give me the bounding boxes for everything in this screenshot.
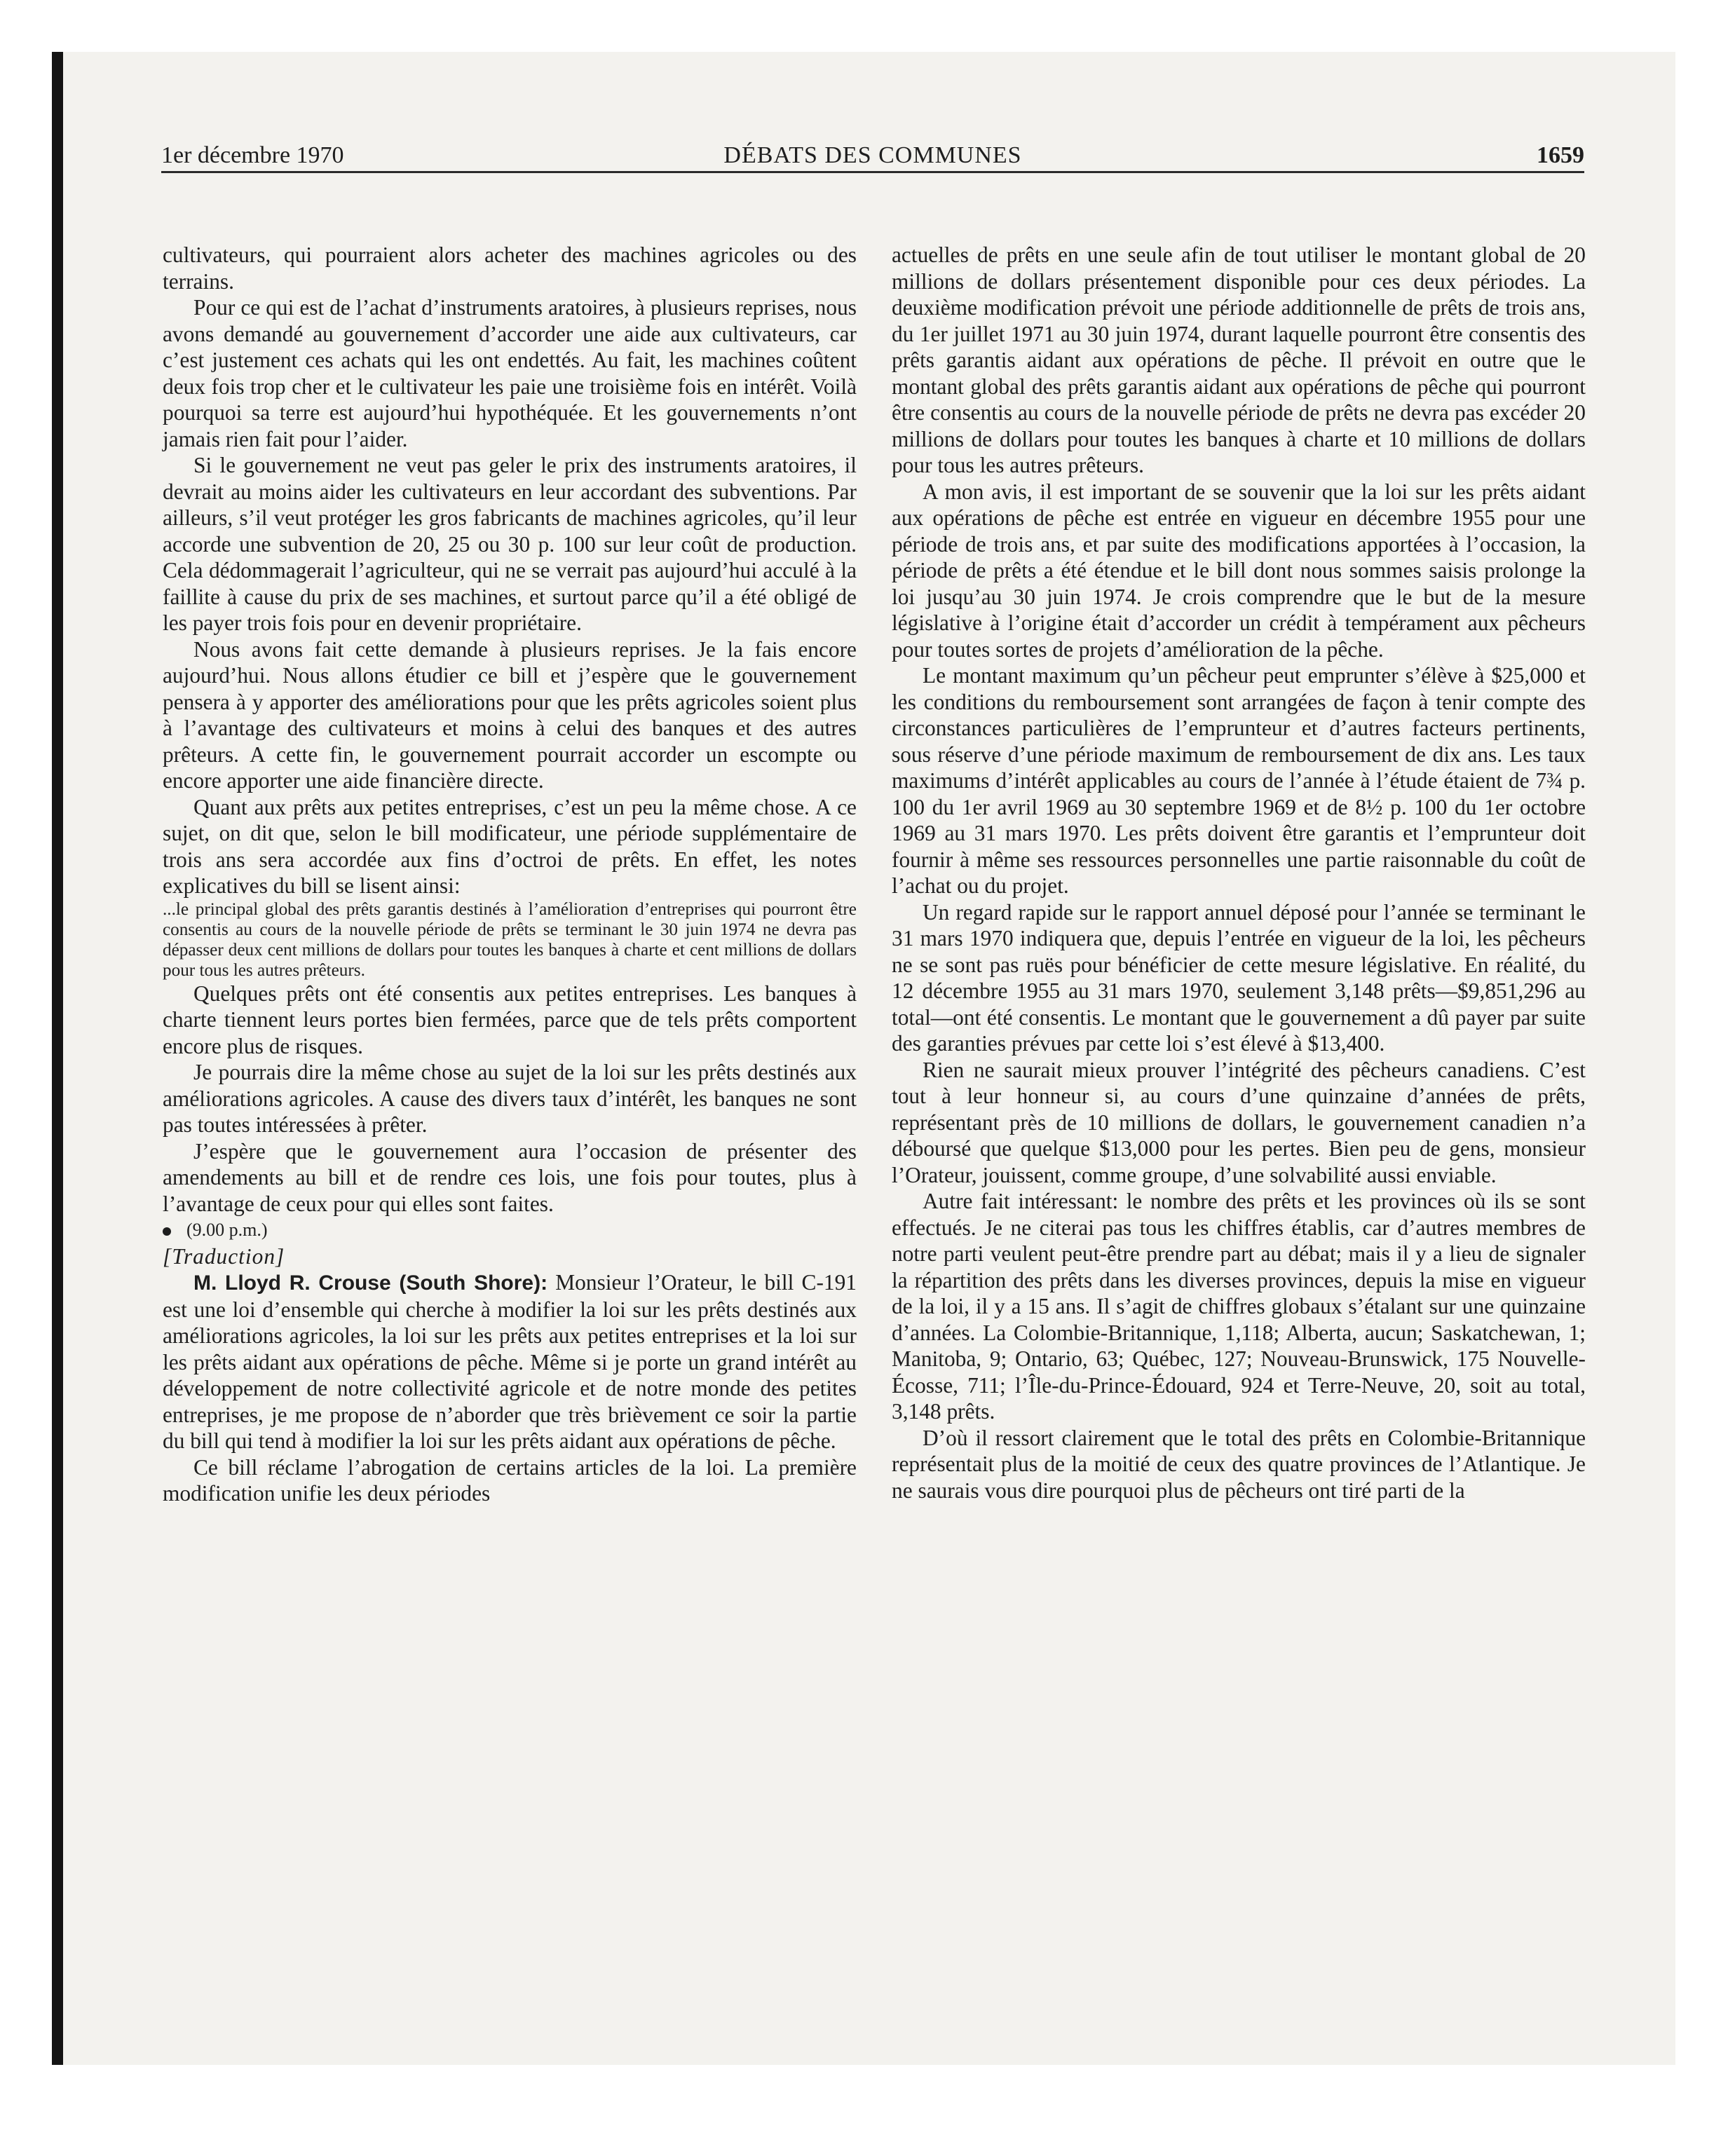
paragraph: actuelles de prêts en une seule afin de tout utiliser le montant global de 20 millions de dollars présentement disponible pour ces deux périodes. La deuxième modification prévoit une période additionnelle de prêts de trois ans, du 1er juillet 1971 au 30 juin 1974, durant laquelle pourront être consentis des prêts garantis aidant aux opérations de pêche. Il prévoit en outre que le montant global des prêts garantis aidant aux opérations de pêche qui pourront être consentis au cours de la nouvelle période de prêts ne devra pas excéder 20 millions de dollars pour toutes les banques à charte et 10 millions de dollars pour tous les autres prêteurs.: [892, 243, 1586, 477]
speech-text: Monsieur l’Orateur, le bill C-191 est une loi d’ensemble qui cherche à modifier la loi sur les prêts destinés aux améliorations agricoles, la loi sur les prêts aux petites entreprises et la loi sur les prêts aidant aux opérations de pêche. Même si je porte un grand intérêt au développement de notre collectivité agricole et de notre monde des petites entreprises, je me propose de n’aborder que très brièvement ce soir la partie du bill qui tend à modifier la loi sur les prêts aidant aux opérations de pêche.: [163, 1270, 857, 1453]
paragraph: Pour ce qui est de l’achat d’instruments aratoires, à plusieurs reprises, nous avons demandé au gouvernement d’accorder une aide aux cultivateurs, car c’est justement ces achats qui les ont endettés. Au fait, les machines coûtent deux fois trop cher et le cultivateur les paie une troisième fois en intérêt. Voilà pourquoi sa terre est aujourd’hui hypothéquée. Et les gouvernements n’ont jamais rien fait pour l’aider.: [163, 295, 857, 451]
paragraph: Rien ne saurait mieux prouver l’intégrité des pêcheurs canadiens. C’est tout à leur honneur si, au cours d’une quinzaine d’années de prêts, représentant près de 10 millions de dollars, le gouvernement canadien n’a déboursé que quelque $13,000 pour les pertes. Bien peu de gens, monsieur l’Orateur, jouissent, comme groupe, d’une solvabilité aussi enviable.: [892, 1057, 1586, 1187]
right-column: [892, 242, 1586, 1503]
paragraph: Un regard rapide sur le rapport annuel déposé pour l’année se terminant le 31 mars 1970 indiquera que, depuis l’entrée en vigueur de la loi, les pêcheurs ne se sont pas ruës pour bénéficier de cette mesure législative. En réalité, du 12 décembre 1955 au 31 mars 1970, seulement 3,148 prêts—$9,851,296 au total—ont été consentis. Le montant que le gouvernement a dû payer par suite des garanties prévues par cette loi s’est élevé à $13,400.: [892, 899, 1586, 1056]
scan-edge: [52, 52, 63, 2065]
header-title: DÉBATS DES COMMUNES: [723, 142, 1022, 168]
paragraph: Si le gouvernement ne veut pas geler le prix des instruments aratoires, il devrait au moins aider les cultivateurs en leur accordant des subventions. Par ailleurs, s’il veut protéger les gros fabricants de machines agricoles, qu’il leur accorde une subvention de 20, 25 ou 30 p. 100 sur leur coût de production. Cela dédommagerait l’agriculteur, qui ne se verrait pas aujourd’hui acculé à la faillite à cause du prix de ses machines, et surtout parce qu’il a été obligé de les payer trois fois pour en devenir propriétaire.: [163, 453, 857, 635]
paragraph: A mon avis, il est important de se souvenir que la loi sur les prêts aidant aux opérations de pêche est entrée en vigueur en décembre 1955 pour une période de trois ans, et par suite des modifications apportées à l’occasion, la période de prêts a été étendue et le bill dont nous sommes saisis prolonge la loi jusqu’au 30 juin 1974. Je crois comprendre que le but de la mesure législative à l’origine était d’accorder un crédit à tempérament aux pêcheurs pour toutes sortes de projets d’amélioration de la pêche.: [892, 479, 1586, 662]
paragraph: D’où il ressort clairement que le total des prêts en Colombie-Britannique représentait plus de la moitié de ceux des quatre provinces de l’Atlantique. Je ne saurais vous dire pourquoi plus de pêcheurs ont tiré parti de la: [892, 1425, 1586, 1503]
header-date: 1er décembre 1970: [161, 142, 344, 168]
time-marker: [163, 1217, 857, 1243]
paragraph: Ce bill réclame l’abrogation de certains articles de la loi. La première modification unifie les deux périodes: [163, 1454, 857, 1506]
paragraph: Quelques prêts ont été consentis aux petites entreprises. Les banques à charte tiennent leurs portes bien fermées, parce que de tels prêts comportent encore plus de risques.: [163, 981, 857, 1058]
paragraph: Le montant maximum qu’un pêcheur peut emprunter s’élève à $25,000 et les conditions du remboursement sont arrangées de façon à tenir compte des circonstances particulières de l’emprunteur et d’autres facteurs pertinents, sous réserve d’une période maximum de remboursement de dix ans. Les taux maximums d’intérêt applicables au cours de l’année à l’étude étaient de 7¾ p. 100 du 1er avril 1969 au 30 septembre 1969 et de 8½ p. 100 du 1er octobre 1969 au 31 mars 1970. Les prêts doivent être garantis et l’emprunteur doit fournir à même ses ressources personnelles une partie raisonnable du coût de l’achat ou du projet.: [892, 663, 1586, 898]
paragraph: Nous avons fait cette demande à plusieurs reprises. Je la fais encore aujourd’hui. Nous allons étudier ce bill et j’espère que le gouvernement pensera à y apporter des améliorations pour que les prêts agricoles soient plus à l’avantage des cultivateurs et moins à celui des banques et des autres prêteurs. A cette fin, le gouvernement pourrait accorder un escompte ou encore apporter une aide financière directe.: [163, 636, 857, 793]
paragraph: Je pourrais dire la même chose au sujet de la loi sur les prêts destinés aux améliorations agricoles. A cause des divers taux d’intérêt, les banques ne sont pas toutes intéressées à prêter.: [163, 1060, 857, 1137]
paragraph: J’espère que le gouvernement aura l’occasion de présenter des amendements au bill et de rendre ces lois, une fois pour toutes, plus à l’avantage de ceux pour qui elles sont faites.: [163, 1138, 857, 1216]
block-quote: ...le principal global des prêts garantis destinés à l’amélioration d’entreprises qui pourront être consentis au cours de la nouvelle période de prêts se terminant le 30 juin 1974 ne devra pas dépasser deux cent millions de dollars pour toutes les banques à charte et cent millions de dollars pour tous les autres prêteurs.: [163, 899, 857, 980]
paragraph: Quant aux prêts aux petites entreprises, c’est un peu la même chose. A ce sujet, on dit que, selon le bill modificateur, une période supplémentaire de trois ans sera accordée aux fins d’octroi de prêts. En effet, les notes explicatives du bill se lisent ainsi:: [163, 794, 857, 898]
paragraph: cultivateurs, qui pourraient alors acheter des machines agricoles ou des terrains.: [163, 243, 857, 294]
speech-paragraph: [163, 1269, 857, 1454]
bullet-icon: [163, 1227, 171, 1236]
speaker-name: M. Lloyd R. Crouse (South Shore):: [193, 1271, 548, 1295]
page-number: 1659: [1537, 142, 1584, 168]
time-stamp: (9.00 p.m.): [186, 1220, 268, 1240]
paragraph: Autre fait intéressant: le nombre des prêts et les provinces où ils se sont effectués. Je ne citerai pas tous les chiffres établis, car d’autres membres de notre parti veulent peut-être prendre part au débat; mais il y a lieu de signaler la répartition des prêts dans les diverses provinces, depuis la mise en vigueur de la loi, il y a 15 ans. Il s’agit de chiffres globaux s’étalant sur une quinzaine d’années. La Colombie-Britannique, 1,118; Alberta, aucun; Saskatchewan, 1; Manitoba, 9; Ontario, 63; Québec, 127; Nouveau-Brunswick, 175 Nouvelle-Écosse, 711; l’Île-du-Prince-Édouard, 924 et Terre-Neuve, 20, soit au total, 3,148 prêts.: [892, 1189, 1586, 1424]
left-column: [163, 242, 857, 1507]
translation-tag: [Traduction]: [163, 1243, 285, 1269]
running-head: [161, 140, 1584, 173]
